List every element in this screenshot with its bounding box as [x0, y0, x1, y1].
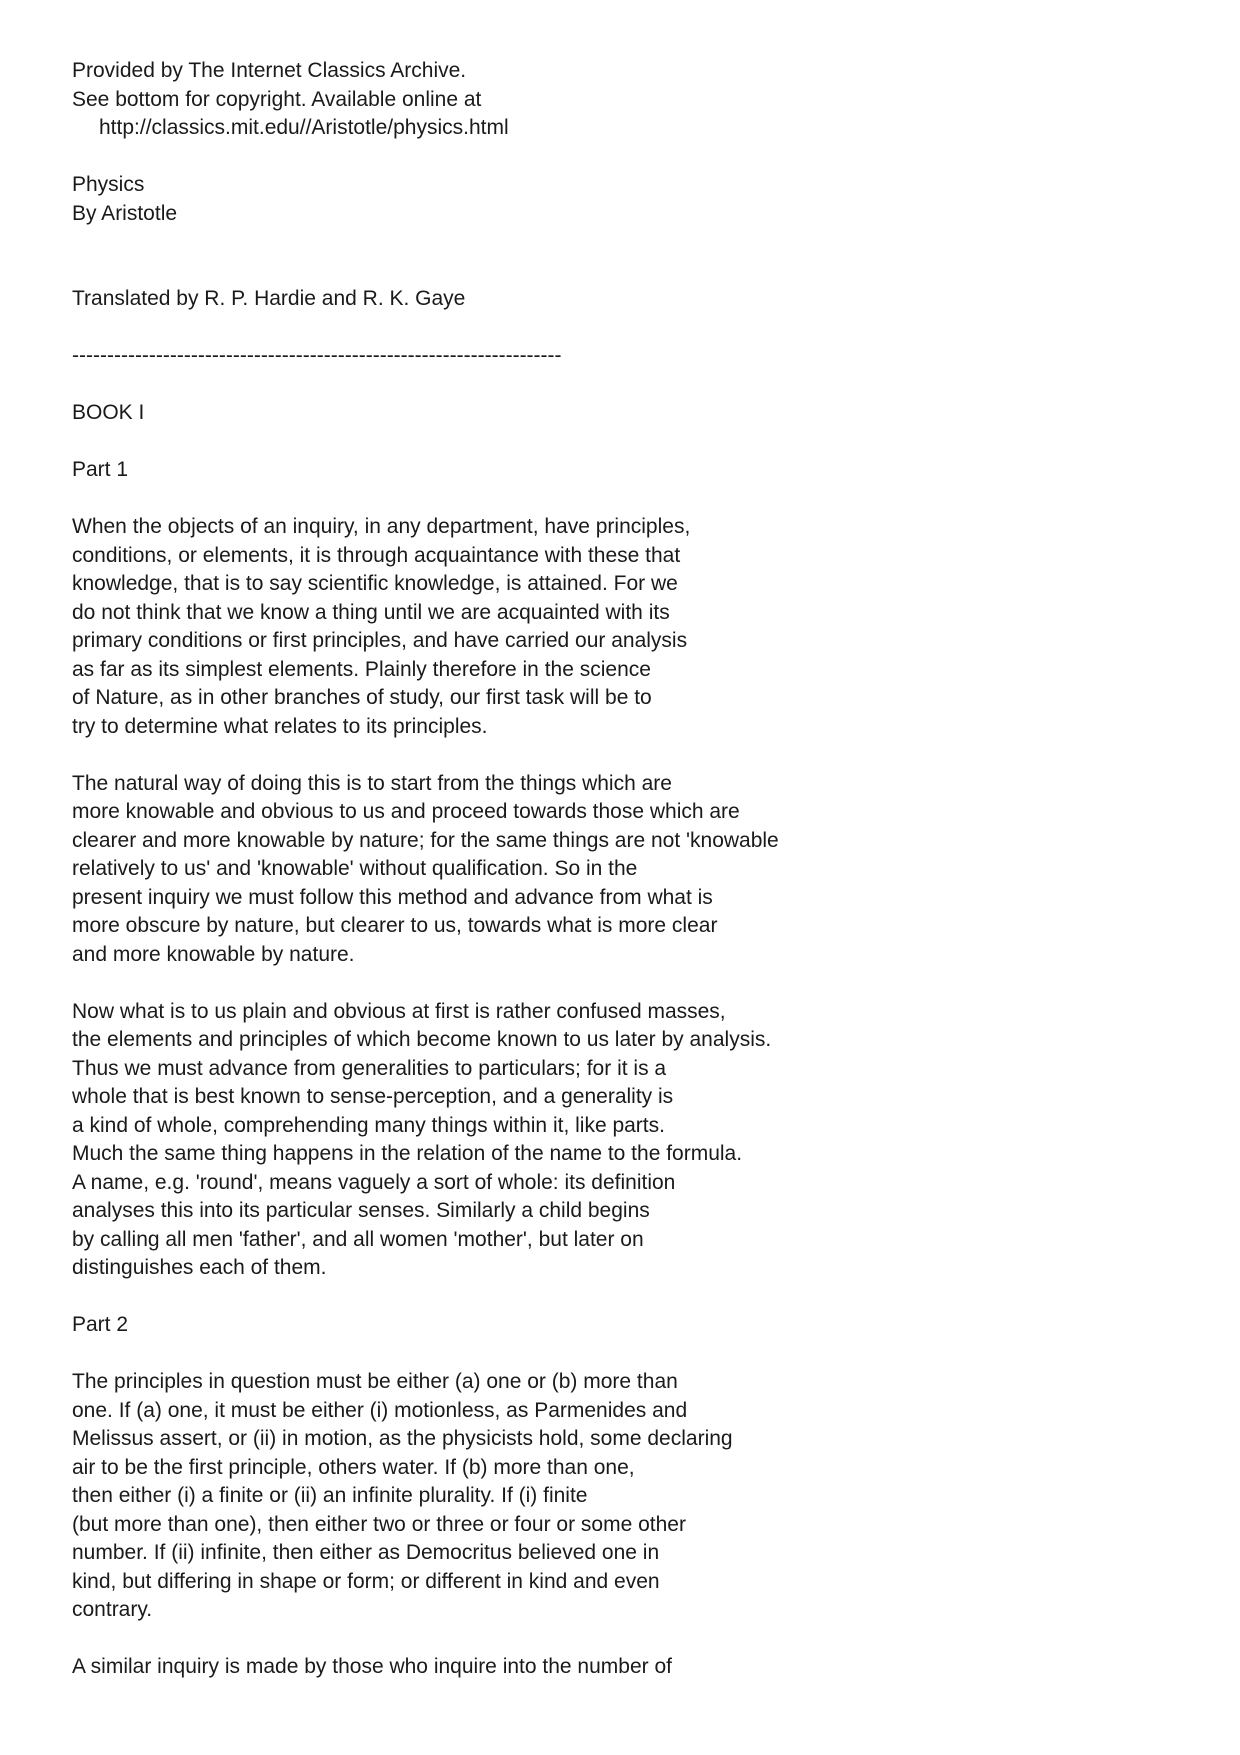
- spacer: [72, 1340, 1172, 1369]
- text-line: A name, e.g. 'round', means vaguely a sort of whole: its definition: [72, 1170, 676, 1194]
- text-line: When the objects of an inquiry, in any department, have principles,: [72, 515, 691, 538]
- text-line: number. If (ii) infinite, then either as Democritus believed one in: [72, 1541, 660, 1564]
- text-line: contrary.: [72, 1598, 153, 1621]
- book-heading: BOOK I: [72, 401, 145, 424]
- text-line: Melissus assert, or (ii) in motion, as the physicists hold, some declaring: [72, 1427, 733, 1450]
- part-2-heading: Part 2: [72, 1313, 129, 1336]
- text-line: air to be the first principle, others water. If (b) more than one,: [72, 1455, 635, 1479]
- document-page: [72, 57, 1172, 1682]
- text-line: Thus we must advance from generalities to particulars; for it is a: [72, 1056, 667, 1080]
- part-1-paragraph-1: [72, 513, 1172, 741]
- text-line: analyses this into its particular senses. Similarly a child begins: [72, 1199, 650, 1222]
- document-author: By Aristotle: [72, 201, 178, 225]
- text-line: as far as its simplest elements. Plainly therefore in the science: [72, 657, 651, 681]
- text-line: Much the same thing happens in the relation of the name to the formula.: [72, 1142, 743, 1165]
- text-line: a kind of whole, comprehending many things within it, like parts.: [72, 1113, 665, 1137]
- text-line: the elements and principles of which become known to us later by analysis.: [72, 1028, 772, 1051]
- spacer: [72, 371, 1172, 400]
- spacer: [72, 485, 1172, 514]
- text-line: kind, but differing in shape or form; or different in kind and even: [72, 1569, 660, 1593]
- text-line: The principles in question must be either (a) one or (b) more than: [72, 1370, 678, 1393]
- text-line: primary conditions or first principles, and have carried our analysis: [72, 629, 688, 652]
- spacer: [72, 1283, 1172, 1312]
- text-line: clearer and more knowable by nature; for the same things are not 'knowable: [72, 828, 779, 852]
- part-1-paragraph-2: [72, 770, 1172, 970]
- spacer: [72, 428, 1172, 457]
- text-line: distinguishes each of them.: [72, 1256, 327, 1279]
- text-line: conditions, or elements, it is through acquaintance with these that: [72, 543, 681, 567]
- part-2-paragraph-1: [72, 1368, 1172, 1625]
- part-1-heading: Part 1: [72, 458, 129, 481]
- text-line: try to determine what relates to its principles.: [72, 714, 488, 738]
- text-line: of Nature, as in other branches of study, our first task will be to: [72, 686, 652, 709]
- text-line: by calling all men 'father', and all women 'mother', but later on: [72, 1227, 644, 1251]
- part-1-paragraph-3: [72, 998, 1172, 1283]
- text-line: A similar inquiry is made by those who inquire into the number of: [72, 1655, 672, 1678]
- separator-line: ----------------------------------------------------------------------: [72, 344, 562, 367]
- text-line: then either (i) a finite or (ii) an infinite plurality. If (i) finite: [72, 1484, 588, 1507]
- copyright-line: See bottom for copyright. Available online at: [72, 87, 482, 111]
- translator-credit: Translated by R. P. Hardie and R. K. Gaye: [72, 287, 466, 310]
- spacer: [72, 257, 1172, 286]
- document-title: Physics: [72, 173, 145, 196]
- text-line: one. If (a) one, it must be either (i) motionless, as Parmenides and: [72, 1398, 688, 1422]
- spacer: [72, 741, 1172, 770]
- text-line: more knowable and obvious to us and proceed towards those which are: [72, 800, 740, 823]
- spacer: [72, 143, 1172, 172]
- text-line: relatively to us' and 'knowable' without qualification. So in the: [72, 857, 638, 880]
- text-line: (but more than one), then either two or three or four or some other: [72, 1512, 686, 1536]
- spacer: [72, 314, 1172, 343]
- text-line: knowledge, that is to say scientific knowledge, is attained. For we: [72, 572, 678, 595]
- text-line: The natural way of doing this is to start from the things which are: [72, 771, 672, 795]
- part-2-paragraph-2: [72, 1653, 1172, 1682]
- spacer: [72, 1625, 1172, 1654]
- provided-by-line: Provided by The Internet Classics Archive.: [72, 59, 467, 82]
- text-line: whole that is best known to sense-perception, and a generality is: [72, 1085, 674, 1108]
- text-line: present inquiry we must follow this method and advance from what is: [72, 885, 713, 909]
- spacer: [72, 228, 1172, 257]
- text-line: Now what is to us plain and obvious at first is rather confused masses,: [72, 999, 726, 1023]
- spacer: [72, 969, 1172, 998]
- text-line: and more knowable by nature.: [72, 942, 355, 966]
- text-line: do not think that we know a thing until we are acquainted with its: [72, 600, 670, 624]
- source-url: http://classics.mit.edu//Aristotle/physics.html: [99, 116, 509, 139]
- text-line: more obscure by nature, but clearer to us, towards what is more clear: [72, 914, 718, 937]
